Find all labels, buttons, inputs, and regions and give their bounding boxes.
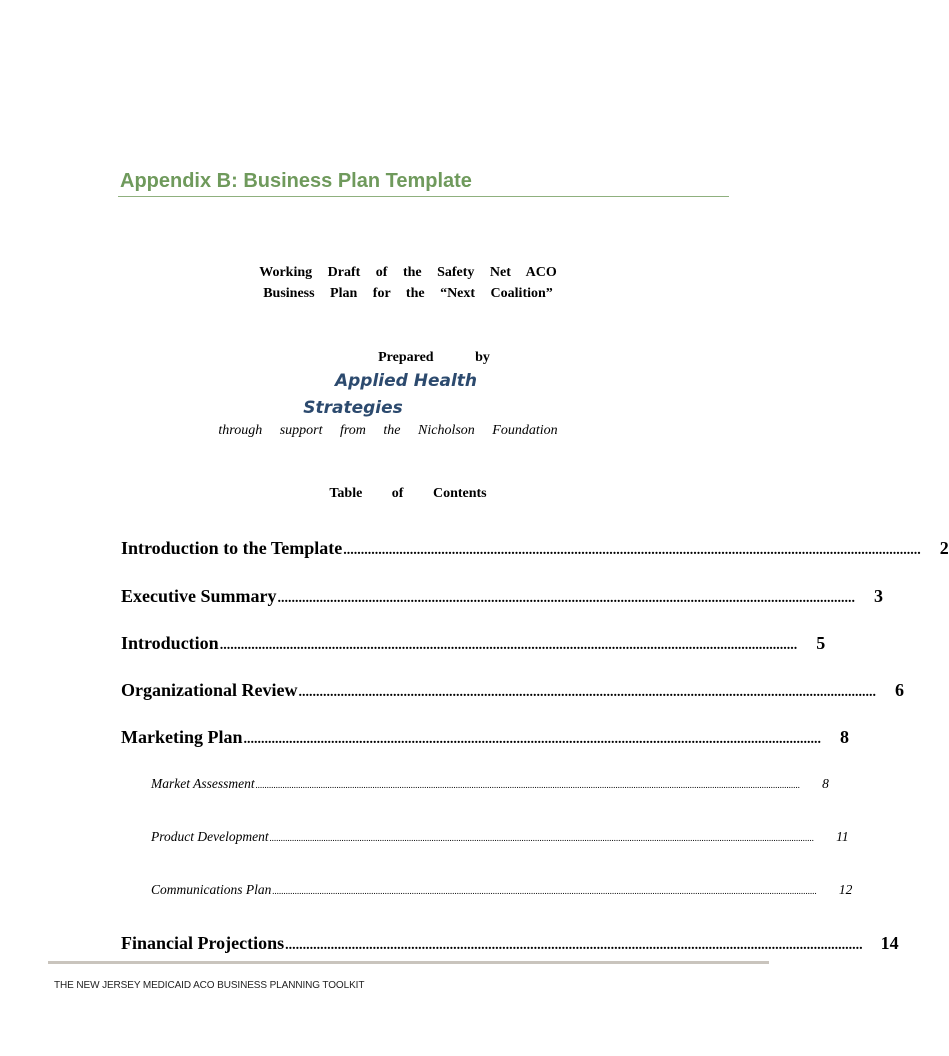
toc-page-number: 8 — [822, 776, 829, 791]
toc-page-number: 14 — [880, 933, 899, 953]
title-divider — [118, 196, 729, 197]
toc-leader-dots: ..................................................................................................................................................................... — [343, 543, 921, 558]
toc-page-number: 11 — [836, 829, 849, 844]
footer-divider — [48, 961, 769, 964]
toc-entry-label: Financial Projections — [121, 933, 285, 953]
toc-subentry-label: Market Assessment — [151, 776, 255, 791]
toc-page-number: 12 — [838, 882, 853, 897]
toc-entry[interactable] — [121, 680, 904, 704]
toc-entry[interactable] — [121, 586, 883, 610]
toc-subentry[interactable] — [151, 829, 849, 849]
toc-entry[interactable] — [121, 727, 849, 751]
toc-entry-label: Organizational Review — [121, 680, 298, 700]
toc-leader-dots: ..................................................................................................................................................................... — [219, 638, 798, 653]
toc-page-number: 6 — [894, 680, 904, 700]
toc-subentry[interactable] — [151, 882, 853, 902]
cover-title-line-1: Working Draft of the Safety Net ACO — [259, 265, 557, 280]
toc-leader-dots: .................................................................................................................................................................................................................................................. — [269, 833, 815, 843]
toc-page-number: 8 — [840, 727, 849, 747]
organization-name-line-2: Strategies — [303, 398, 403, 418]
toc-heading: Table of Contents — [329, 486, 487, 501]
toc-entry-label: Executive Summary — [121, 586, 277, 606]
prepared-by-label: Prepared by — [378, 350, 490, 365]
toc-entry-label: Introduction to the Template — [121, 538, 343, 558]
toc-entry-label: Introduction — [121, 633, 219, 653]
toc-entry[interactable] — [121, 933, 899, 957]
toc-subentry[interactable] — [151, 776, 829, 796]
toc-leader-dots: .................................................................................................................................................................................................................................................. — [272, 886, 817, 896]
toc-page-number: 2 — [939, 538, 949, 558]
toc-leader-dots: ..................................................................................................................................................................... — [243, 732, 821, 747]
cover-title-line-2: Business Plan for the “Next Coalition” — [263, 286, 553, 301]
toc-page-number: 3 — [873, 586, 883, 606]
toc-entry[interactable] — [121, 633, 826, 657]
organization-name-line-1: Applied Health — [334, 371, 478, 391]
toc-leader-dots: .................................................................................................................................................................................................................................................. — [255, 780, 801, 790]
toc-entry[interactable] — [121, 538, 949, 562]
toc-entry-label: Marketing Plan — [121, 727, 243, 747]
toc-subentry-label: Product Development — [151, 829, 269, 844]
toc-leader-dots: ..................................................................................................................................................................... — [277, 591, 855, 606]
toc-subentry-label: Communications Plan — [151, 882, 272, 897]
toc-leader-dots: ..................................................................................................................................................................... — [298, 685, 876, 700]
footer-text: THE NEW JERSEY MEDICAID ACO BUSINESS PLANNING TOOLKIT — [54, 980, 365, 991]
appendix-title: Appendix B: Business Plan Template — [120, 170, 472, 192]
toc-page-number: 5 — [816, 633, 826, 653]
toc-leader-dots: ..................................................................................................................................................................... — [285, 938, 863, 953]
support-credit: through support from the Nicholson Foundation — [218, 423, 558, 438]
